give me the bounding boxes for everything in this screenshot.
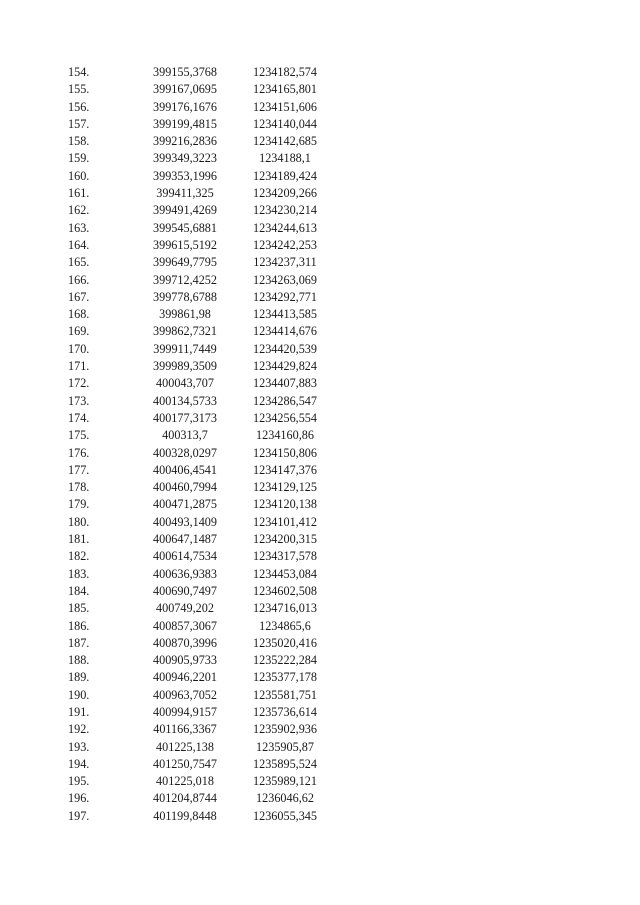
x-coordinate: 399989,3509 — [153, 359, 217, 374]
y-coordinate: 1235581,751 — [253, 687, 317, 702]
y-coordinate: 1234120,138 — [253, 497, 317, 512]
y-coordinate: 1234147,376 — [253, 462, 317, 477]
table-row — [62, 583, 330, 600]
table-row — [62, 323, 330, 340]
x-coordinate: 401250,7547 — [153, 756, 217, 771]
y-coordinate: 1234602,508 — [253, 583, 317, 598]
x-coordinate: 400471,2875 — [153, 497, 217, 512]
point-number: 156. — [68, 99, 90, 114]
x-coordinate: 400994,9157 — [153, 704, 217, 719]
point-number: 180. — [68, 514, 90, 529]
table-row — [62, 289, 330, 306]
point-number: 160. — [68, 168, 90, 183]
x-coordinate: 400313,7 — [162, 428, 208, 443]
table-row — [62, 635, 330, 652]
x-coordinate: 399176,1676 — [153, 99, 217, 114]
x-coordinate: 399491,4269 — [153, 203, 217, 218]
table-row — [62, 237, 330, 254]
x-coordinate: 401199,8448 — [153, 808, 217, 823]
x-coordinate: 400857,3067 — [153, 618, 217, 633]
table-row — [62, 116, 330, 133]
y-coordinate: 1234150,806 — [253, 445, 317, 460]
y-coordinate: 1234256,554 — [253, 410, 317, 425]
point-number: 182. — [68, 549, 90, 564]
table-row — [62, 393, 330, 410]
x-coordinate: 400963,7052 — [153, 687, 217, 702]
table-row — [62, 341, 330, 358]
y-coordinate: 1234209,266 — [253, 186, 317, 201]
point-number: 177. — [68, 462, 90, 477]
x-coordinate: 400134,5733 — [153, 393, 217, 408]
x-coordinate: 400460,7994 — [153, 480, 217, 495]
table-row — [62, 427, 330, 444]
table-row — [62, 496, 330, 513]
table-row — [62, 756, 330, 773]
table-row — [62, 479, 330, 496]
table-row — [62, 652, 330, 669]
table-row — [62, 220, 330, 237]
y-coordinate: 1234142,685 — [253, 134, 317, 149]
point-number: 169. — [68, 324, 90, 339]
table-row — [62, 133, 330, 150]
point-number: 161. — [68, 186, 90, 201]
y-coordinate: 1234429,824 — [253, 359, 317, 374]
y-coordinate: 1234407,883 — [253, 376, 317, 391]
point-number: 188. — [68, 653, 90, 668]
y-coordinate: 1235222,284 — [253, 653, 317, 668]
x-coordinate: 399199,4815 — [153, 116, 217, 131]
table-row — [62, 531, 330, 548]
y-coordinate: 1234414,676 — [253, 324, 317, 339]
point-number: 178. — [68, 480, 90, 495]
y-coordinate: 1235020,416 — [253, 635, 317, 650]
y-coordinate: 1235377,178 — [253, 670, 317, 685]
y-coordinate: 1234865,6 — [259, 618, 311, 633]
y-coordinate: 1234242,253 — [253, 237, 317, 252]
table-row — [62, 704, 330, 721]
y-coordinate: 1235905,87 — [256, 739, 314, 754]
table-row — [62, 168, 330, 185]
point-number: 170. — [68, 341, 90, 356]
y-coordinate: 1234140,044 — [253, 116, 317, 131]
point-number: 184. — [68, 583, 90, 598]
x-coordinate: 399155,3768 — [153, 65, 217, 79]
x-coordinate: 400406,4541 — [153, 462, 217, 477]
table-row — [62, 618, 330, 635]
table-row — [62, 790, 330, 807]
x-coordinate: 399712,4252 — [153, 272, 217, 287]
table-row — [62, 202, 330, 219]
y-coordinate: 1235902,936 — [253, 722, 317, 737]
point-number: 195. — [68, 774, 90, 789]
point-number: 190. — [68, 687, 90, 702]
coordinates-table-body — [62, 64, 330, 825]
point-number: 157. — [68, 116, 90, 131]
y-coordinate: 1236046,62 — [256, 791, 314, 806]
point-number: 175. — [68, 428, 90, 443]
point-number: 162. — [68, 203, 90, 218]
y-coordinate: 1234453,084 — [253, 566, 317, 581]
y-coordinate: 1236055,345 — [253, 808, 317, 823]
x-coordinate: 400690,7497 — [153, 583, 217, 598]
point-number: 166. — [68, 272, 90, 287]
x-coordinate: 400905,9733 — [153, 653, 217, 668]
x-coordinate: 400043,707 — [156, 376, 214, 391]
x-coordinate: 400614,7534 — [153, 549, 217, 564]
y-coordinate: 1234237,311 — [253, 255, 317, 270]
x-coordinate: 400328,0297 — [153, 445, 217, 460]
point-number: 164. — [68, 237, 90, 252]
x-coordinate: 399649,7795 — [153, 255, 217, 270]
point-number: 165. — [68, 255, 90, 270]
y-coordinate: 1235736,614 — [253, 704, 317, 719]
table-row — [62, 64, 330, 81]
y-coordinate: 1234165,801 — [253, 82, 317, 97]
x-coordinate: 399411,325 — [156, 186, 214, 201]
x-coordinate: 399349,3223 — [153, 151, 217, 166]
table-row — [62, 150, 330, 167]
x-coordinate: 400946,2201 — [153, 670, 217, 685]
y-coordinate: 1234292,771 — [253, 289, 317, 304]
point-number: 173. — [68, 393, 90, 408]
x-coordinate: 400647,1487 — [153, 532, 217, 547]
y-coordinate: 1235895,524 — [253, 756, 317, 771]
point-number: 189. — [68, 670, 90, 685]
point-number: 154. — [68, 65, 90, 79]
y-coordinate: 1234413,585 — [253, 307, 317, 322]
x-coordinate: 399911,7449 — [153, 341, 217, 356]
x-coordinate: 400177,3173 — [153, 410, 217, 425]
table-row — [62, 462, 330, 479]
point-number: 193. — [68, 739, 90, 754]
table-row — [62, 375, 330, 392]
y-coordinate: 1234200,315 — [253, 532, 317, 547]
x-coordinate: 399353,1996 — [153, 168, 217, 183]
y-coordinate: 1234188,1 — [259, 151, 311, 166]
table-row — [62, 548, 330, 565]
y-coordinate: 1234317,578 — [253, 549, 317, 564]
y-coordinate: 1234263,069 — [253, 272, 317, 287]
table-row — [62, 566, 330, 583]
point-number: 192. — [68, 722, 90, 737]
y-coordinate: 1234286,547 — [253, 393, 317, 408]
coordinates-table — [62, 64, 330, 825]
y-coordinate: 1234160,86 — [256, 428, 314, 443]
point-number: 159. — [68, 151, 90, 166]
x-coordinate: 399862,7321 — [153, 324, 217, 339]
point-number: 174. — [68, 410, 90, 425]
point-number: 186. — [68, 618, 90, 633]
table-row — [62, 687, 330, 704]
point-number: 196. — [68, 791, 90, 806]
point-number: 163. — [68, 220, 90, 235]
point-number: 185. — [68, 601, 90, 616]
x-coordinate: 401225,138 — [156, 739, 214, 754]
table-row — [62, 773, 330, 790]
x-coordinate: 401204,8744 — [153, 791, 217, 806]
y-coordinate: 1234182,574 — [253, 65, 317, 79]
table-row — [62, 254, 330, 271]
x-coordinate: 400749,202 — [156, 601, 214, 616]
point-number: 168. — [68, 307, 90, 322]
y-coordinate: 1234420,539 — [253, 341, 317, 356]
point-number: 158. — [68, 134, 90, 149]
x-coordinate: 399216,2836 — [153, 134, 217, 149]
x-coordinate: 401225,018 — [156, 774, 214, 789]
y-coordinate: 1234189,424 — [253, 168, 317, 183]
point-number: 197. — [68, 808, 90, 823]
table-row — [62, 445, 330, 462]
point-number: 171. — [68, 359, 90, 374]
y-coordinate: 1234716,013 — [253, 601, 317, 616]
y-coordinate: 1235989,121 — [253, 774, 317, 789]
table-row — [62, 808, 330, 825]
point-number: 183. — [68, 566, 90, 581]
table-row — [62, 514, 330, 531]
y-coordinate: 1234230,214 — [253, 203, 317, 218]
point-number: 179. — [68, 497, 90, 512]
table-row — [62, 410, 330, 427]
y-coordinate: 1234101,412 — [253, 514, 317, 529]
point-number: 172. — [68, 376, 90, 391]
x-coordinate: 399615,5192 — [153, 237, 217, 252]
x-coordinate: 401166,3367 — [153, 722, 217, 737]
y-coordinate: 1234151,606 — [253, 99, 317, 114]
table-row — [62, 669, 330, 686]
table-row — [62, 99, 330, 116]
point-number: 191. — [68, 704, 90, 719]
point-number: 181. — [68, 532, 90, 547]
point-number: 194. — [68, 756, 90, 771]
x-coordinate: 399778,6788 — [153, 289, 217, 304]
x-coordinate: 400493,1409 — [153, 514, 217, 529]
x-coordinate: 400636,9383 — [153, 566, 217, 581]
x-coordinate: 399861,98 — [159, 307, 211, 322]
point-number: 167. — [68, 289, 90, 304]
point-number: 176. — [68, 445, 90, 460]
table-row — [62, 358, 330, 375]
table-row — [62, 272, 330, 289]
table-row — [62, 739, 330, 756]
y-coordinate: 1234244,613 — [253, 220, 317, 235]
table-row — [62, 81, 330, 98]
table-row — [62, 721, 330, 738]
table-row — [62, 600, 330, 617]
table-row — [62, 185, 330, 202]
y-coordinate: 1234129,125 — [253, 480, 317, 495]
table-row — [62, 306, 330, 323]
x-coordinate: 399167,0695 — [153, 82, 217, 97]
point-number: 187. — [68, 635, 90, 650]
x-coordinate: 399545,6881 — [153, 220, 217, 235]
x-coordinate: 400870,3996 — [153, 635, 217, 650]
point-number: 155. — [68, 82, 90, 97]
